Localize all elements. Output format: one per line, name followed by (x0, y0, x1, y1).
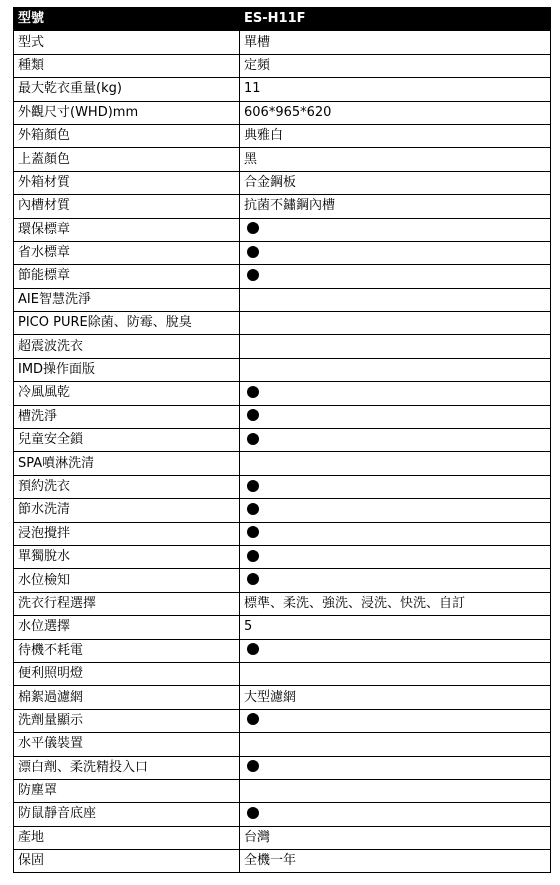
spec-label: 漂白劑、柔洗精投入口 (14, 756, 240, 779)
spec-label: 保固 (14, 850, 240, 873)
spec-value: 606*965*620 (240, 101, 551, 124)
feature-dot-icon (247, 550, 259, 562)
header-row (14, 8, 551, 31)
spec-value (240, 545, 551, 568)
table-row (14, 358, 551, 381)
spec-value (240, 569, 551, 592)
table-row (14, 475, 551, 498)
table-row (14, 429, 551, 452)
spec-value (240, 241, 551, 264)
spec-value (240, 639, 551, 662)
spec-label: 種類 (14, 54, 240, 77)
spec-label: 節能標章 (14, 265, 240, 288)
spec-label: 單獨脫水 (14, 545, 240, 568)
spec-label: 最大乾衣重量(kg) (14, 78, 240, 101)
table-row (14, 733, 551, 756)
table-row (14, 312, 551, 335)
spec-value: 黑 (240, 148, 551, 171)
feature-dot-icon (247, 409, 259, 421)
spec-value: 全機一年 (240, 850, 551, 873)
spec-value (240, 312, 551, 335)
feature-dot-icon (247, 807, 259, 819)
spec-value: 典雅白 (240, 124, 551, 147)
spec-value (240, 358, 551, 381)
spec-label: 兒童安全鎖 (14, 429, 240, 452)
table-row (14, 101, 551, 124)
spec-value: 台灣 (240, 826, 551, 849)
spec-value: 抗菌不鏽鋼內槽 (240, 195, 551, 218)
table-row (14, 826, 551, 849)
table-row (14, 639, 551, 662)
spec-value (240, 288, 551, 311)
spec-label: 預約洗衣 (14, 475, 240, 498)
spec-value: 單槽 (240, 31, 551, 54)
spec-label: 水平儀裝置 (14, 733, 240, 756)
table-row (14, 171, 551, 194)
feature-dot-icon (247, 760, 259, 772)
spec-label: 便利照明燈 (14, 662, 240, 685)
feature-dot-icon (247, 643, 259, 655)
spec-label: 節水洗清 (14, 499, 240, 522)
spec-label: 超震波洗衣 (14, 335, 240, 358)
spec-label: 冷風風乾 (14, 382, 240, 405)
spec-label: 外箱顏色 (14, 124, 240, 147)
table-row (14, 148, 551, 171)
spec-value (240, 265, 551, 288)
spec-value: 11 (240, 78, 551, 101)
spec-value (240, 499, 551, 522)
spec-value (240, 382, 551, 405)
spec-label: 外箱材質 (14, 171, 240, 194)
table-row (14, 241, 551, 264)
table-row (14, 452, 551, 475)
spec-value (240, 756, 551, 779)
spec-value (240, 733, 551, 756)
table-row (14, 592, 551, 615)
spec-label: 洗劑量顯示 (14, 709, 240, 732)
feature-dot-icon (247, 433, 259, 445)
spec-value: 定頻 (240, 54, 551, 77)
spec-value (240, 335, 551, 358)
spec-label: 防塵罩 (14, 779, 240, 802)
spec-label: 洗衣行程選擇 (14, 592, 240, 615)
spec-value (240, 709, 551, 732)
spec-label: IMD操作面版 (14, 358, 240, 381)
table-row (14, 54, 551, 77)
table-row (14, 382, 551, 405)
table-row (14, 335, 551, 358)
spec-label: 內槽材質 (14, 195, 240, 218)
feature-dot-icon (247, 246, 259, 258)
spec-label: 產地 (14, 826, 240, 849)
spec-label: 棉絮過濾網 (14, 686, 240, 709)
spec-label: SPA噴淋洗清 (14, 452, 240, 475)
table-row (14, 265, 551, 288)
spec-value (240, 405, 551, 428)
spec-table (13, 7, 551, 873)
spec-label: 槽洗淨 (14, 405, 240, 428)
spec-label: PICO PURE除菌、防霉、脫臭 (14, 312, 240, 335)
spec-label: 浸泡攪拌 (14, 522, 240, 545)
spec-value (240, 452, 551, 475)
spec-label: 型式 (14, 31, 240, 54)
feature-dot-icon (247, 526, 259, 538)
table-row (14, 756, 551, 779)
spec-value: 合金鋼板 (240, 171, 551, 194)
feature-dot-icon (247, 386, 259, 398)
table-row (14, 686, 551, 709)
spec-label: 水位選擇 (14, 616, 240, 639)
spec-value (240, 218, 551, 241)
table-row (14, 124, 551, 147)
table-row (14, 662, 551, 685)
table-row (14, 218, 551, 241)
table-row (14, 405, 551, 428)
spec-label: AIE智慧洗淨 (14, 288, 240, 311)
table-row (14, 709, 551, 732)
spec-value (240, 779, 551, 802)
table-row (14, 545, 551, 568)
table-row (14, 522, 551, 545)
feature-dot-icon (247, 713, 259, 725)
spec-value: 5 (240, 616, 551, 639)
table-row (14, 569, 551, 592)
table-row (14, 288, 551, 311)
table-row (14, 779, 551, 802)
table-row (14, 31, 551, 54)
feature-dot-icon (247, 222, 259, 234)
spec-label: 防鼠靜音底座 (14, 803, 240, 826)
spec-value (240, 522, 551, 545)
feature-dot-icon (247, 503, 259, 515)
table-row (14, 616, 551, 639)
spec-label: 水位檢知 (14, 569, 240, 592)
table-row (14, 78, 551, 101)
feature-dot-icon (247, 269, 259, 281)
spec-value: 標準、柔洗、強洗、浸洗、快洗、自訂 (240, 592, 551, 615)
spec-label: 環保標章 (14, 218, 240, 241)
header-label: 型號 (14, 8, 240, 31)
spec-body (14, 31, 551, 873)
spec-label: 上蓋顏色 (14, 148, 240, 171)
spec-label: 省水標章 (14, 241, 240, 264)
spec-value (240, 662, 551, 685)
feature-dot-icon (247, 480, 259, 492)
spec-value (240, 803, 551, 826)
header-model: ES-H11F (240, 8, 551, 31)
table-row (14, 499, 551, 522)
table-row (14, 803, 551, 826)
table-row (14, 195, 551, 218)
spec-label: 待機不耗電 (14, 639, 240, 662)
spec-value (240, 475, 551, 498)
spec-value: 大型濾網 (240, 686, 551, 709)
feature-dot-icon (247, 573, 259, 585)
spec-value (240, 429, 551, 452)
spec-label: 外觀尺寸(WHD)mm (14, 101, 240, 124)
table-row (14, 850, 551, 873)
